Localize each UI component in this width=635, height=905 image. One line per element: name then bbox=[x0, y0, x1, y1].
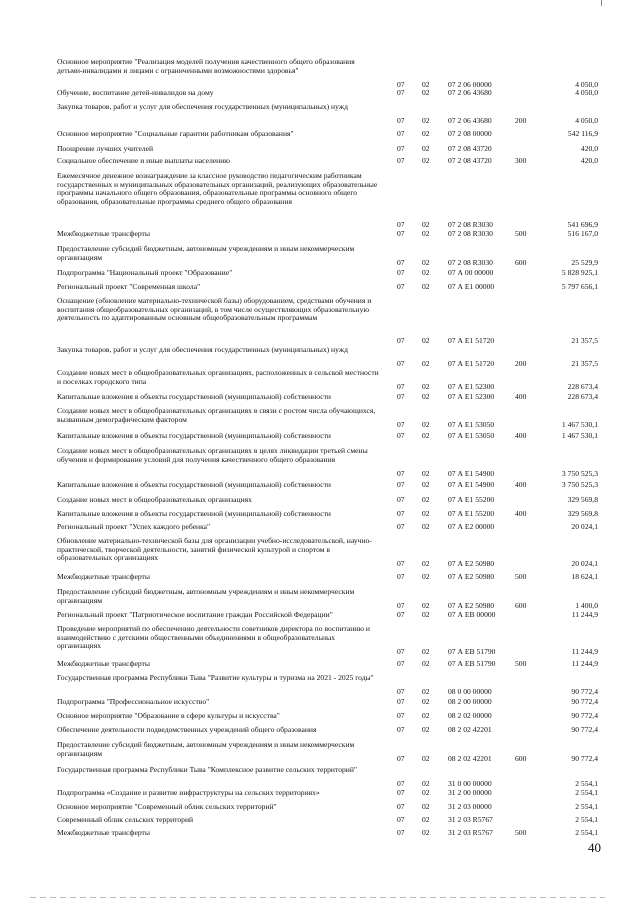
row-csr: 07 2 08 R3030 bbox=[448, 258, 493, 267]
row-sum: 20 024,1 bbox=[571, 559, 598, 568]
row-name: Подпрограмма "Национальный проект "Образование" bbox=[57, 268, 233, 277]
row-sum: 1 400,0 bbox=[575, 601, 598, 610]
row-name: Проведение мероприятий по обеспечению деятельности советников директора по воспитанию и взаимодействию с детскими общественными объединениями в общеобразовательных организациях bbox=[57, 624, 371, 651]
row-rz: 07 bbox=[397, 559, 405, 568]
row-vr: 500 bbox=[515, 572, 527, 581]
row-vr: 400 bbox=[515, 431, 527, 440]
row-prz: 02 bbox=[422, 697, 430, 706]
row-sum: 541 696,9 bbox=[567, 220, 598, 229]
row-sum: 420,0 bbox=[580, 156, 598, 165]
row-csr: 08 2 00 00000 bbox=[448, 697, 492, 706]
row-sum: 2 554,1 bbox=[575, 815, 598, 824]
row-prz: 02 bbox=[422, 647, 430, 656]
row-rz: 07 bbox=[397, 480, 405, 489]
row-rz: 07 bbox=[397, 382, 405, 391]
row-sum: 329 569,8 bbox=[567, 509, 598, 518]
row-name: Создание новых мест в общеобразовательных организациях, расположенных в сельской местности и поселках городского типа bbox=[57, 368, 379, 386]
row-prz: 02 bbox=[422, 392, 430, 401]
row-rz: 07 bbox=[397, 431, 405, 440]
row-prz: 02 bbox=[422, 382, 430, 391]
row-csr: 31 2 00 00000 bbox=[448, 788, 492, 797]
row-sum: 90 772,4 bbox=[571, 711, 598, 720]
row-rz: 07 bbox=[397, 336, 405, 345]
row-sum: 4 050,0 bbox=[575, 88, 598, 97]
row-rz: 07 bbox=[397, 802, 405, 811]
row-vr: 500 bbox=[515, 659, 527, 668]
row-csr: 07 А Е2 50980 bbox=[448, 559, 495, 568]
row-prz: 02 bbox=[422, 509, 430, 518]
row-name: Капитальные вложения в объекты государственной (муниципальной) собственности bbox=[57, 480, 331, 489]
row-prz: 02 bbox=[422, 522, 430, 531]
row-prz: 02 bbox=[422, 828, 430, 837]
row-prz: 02 bbox=[422, 725, 430, 734]
row-name: Основное мероприятие "Современный облик сельских территорий" bbox=[57, 802, 277, 811]
row-prz: 02 bbox=[422, 116, 430, 125]
row-csr: 31 2 03 R5767 bbox=[448, 828, 493, 837]
row-csr: 08 0 00 00000 bbox=[448, 687, 492, 696]
row-sum: 11 244,9 bbox=[571, 647, 598, 656]
row-sum: 11 244,9 bbox=[571, 610, 598, 619]
row-sum: 90 772,4 bbox=[571, 687, 598, 696]
row-vr: 200 bbox=[515, 359, 527, 368]
row-sum: 3 750 525,3 bbox=[561, 480, 598, 489]
row-rz: 07 bbox=[397, 156, 405, 165]
row-prz: 02 bbox=[422, 495, 430, 504]
row-rz: 07 bbox=[397, 420, 405, 429]
row-name: Подпрограмма «Создание и развитие инфраструктуры на сельских территориях» bbox=[57, 788, 320, 797]
row-vr: 200 bbox=[515, 116, 527, 125]
row-rz: 07 bbox=[397, 647, 405, 656]
row-name: Основное мероприятие "Социальные гарантии работникам образования" bbox=[57, 129, 294, 138]
row-name: Региональный проект "Успех каждого ребенка" bbox=[57, 522, 211, 531]
row-csr: 07 А Е1 00000 bbox=[448, 282, 495, 291]
row-sum: 2 554,1 bbox=[575, 779, 598, 788]
row-csr: 07 А Е1 55200 bbox=[448, 495, 495, 504]
row-rz: 07 bbox=[397, 725, 405, 734]
row-name: Предоставление субсидий бюджетным, автономным учреждениям и иным некоммерческим организациям bbox=[57, 587, 355, 605]
row-sum: 2 554,1 bbox=[575, 788, 598, 797]
row-rz: 07 bbox=[397, 220, 405, 229]
page-number: 40 bbox=[588, 840, 601, 855]
row-csr: 31 2 03 R5767 bbox=[448, 815, 493, 824]
row-csr: 07 А Е2 00000 bbox=[448, 522, 495, 531]
row-rz: 07 bbox=[397, 779, 405, 788]
row-prz: 02 bbox=[422, 359, 430, 368]
row-rz: 07 bbox=[397, 268, 405, 277]
row-prz: 02 bbox=[422, 469, 430, 478]
row-vr: 400 bbox=[515, 392, 527, 401]
row-prz: 02 bbox=[422, 431, 430, 440]
row-name: Оснащение (обновление материально-технической базы) оборудованием, средствами обучения и воспитания общеобразовательных организаций, в том числе осуществляющих образовательную деятельность по адаптированным основным общеобразовательным программам bbox=[57, 296, 372, 323]
row-rz: 07 bbox=[397, 687, 405, 696]
row-prz: 02 bbox=[422, 282, 430, 291]
row-name: Создание новых мест в общеобразовательных организациях в целях ликвидации третьей смены обучения и формирование условий для получения качественного общего образования bbox=[57, 446, 368, 464]
row-vr: 300 bbox=[515, 156, 527, 165]
row-rz: 07 bbox=[397, 815, 405, 824]
row-rz: 07 bbox=[397, 659, 405, 668]
row-prz: 02 bbox=[422, 610, 430, 619]
row-csr: 08 2 02 00000 bbox=[448, 711, 492, 720]
row-rz: 07 bbox=[397, 258, 405, 267]
row-vr: 600 bbox=[515, 754, 527, 763]
row-csr: 08 2 02 42201 bbox=[448, 725, 492, 734]
row-rz: 07 bbox=[397, 229, 405, 238]
row-prz: 02 bbox=[422, 156, 430, 165]
row-name: Закупка товаров, работ и услуг для обеспечения государственных (муниципальных) нужд bbox=[57, 345, 348, 354]
row-rz: 07 bbox=[397, 129, 405, 138]
row-sum: 329 569,8 bbox=[567, 495, 598, 504]
row-name: Обучение, воспитание детей-инвалидов на дому bbox=[57, 88, 214, 97]
row-rz: 07 bbox=[397, 495, 405, 504]
row-prz: 02 bbox=[422, 754, 430, 763]
row-csr: 07 2 08 R3030 bbox=[448, 229, 493, 238]
row-csr: 31 2 03 00000 bbox=[448, 802, 492, 811]
row-name: Капитальные вложения в объекты государственной (муниципальной) собственности bbox=[57, 509, 331, 518]
row-prz: 02 bbox=[422, 802, 430, 811]
row-sum: 20 024,1 bbox=[571, 522, 598, 531]
row-csr: 07 А Е1 54900 bbox=[448, 469, 495, 478]
row-name: Межбюджетные трансферты bbox=[57, 572, 150, 581]
row-name: Обеспечение деятельности подведомственных учреждений общего образования bbox=[57, 725, 317, 734]
row-name: Региональный проект "Современная школа" bbox=[57, 282, 201, 291]
row-prz: 02 bbox=[422, 129, 430, 138]
row-rz: 07 bbox=[397, 392, 405, 401]
row-csr: 07 2 06 43680 bbox=[448, 88, 492, 97]
row-csr: 07 А 00 00000 bbox=[448, 268, 494, 277]
row-name: Создание новых мест в общеобразовательных организациях в связи с ростом числа обучающихся, вызванным демографическим фактором bbox=[57, 406, 376, 424]
row-prz: 02 bbox=[422, 711, 430, 720]
row-prz: 02 bbox=[422, 779, 430, 788]
row-csr: 07 2 06 00000 bbox=[448, 80, 492, 89]
row-rz: 07 bbox=[397, 601, 405, 610]
row-prz: 02 bbox=[422, 601, 430, 610]
row-rz: 07 bbox=[397, 788, 405, 797]
row-csr: 07 2 08 43720 bbox=[448, 144, 492, 153]
row-rz: 07 bbox=[397, 144, 405, 153]
row-rz: 07 bbox=[397, 610, 405, 619]
row-name: Основное мероприятие "Реализация моделей получения качественного общего образования детьми-инвалидами и лицами с ограниченными возможностями здоровья" bbox=[57, 57, 355, 75]
row-sum: 90 772,4 bbox=[571, 697, 598, 706]
row-sum: 4 050,0 bbox=[575, 116, 598, 125]
row-sum: 1 467 530,1 bbox=[561, 431, 598, 440]
row-vr: 500 bbox=[515, 828, 527, 837]
row-name: Региональный проект "Патриотическое воспитание граждан Российской Федерации" bbox=[57, 610, 333, 619]
row-rz: 07 bbox=[397, 509, 405, 518]
row-sum: 5 797 656,1 bbox=[561, 282, 598, 291]
row-sum: 21 357,5 bbox=[571, 359, 598, 368]
row-name: Предоставление субсидий бюджетным, автономным учреждениям и иным некоммерческим организациям bbox=[57, 244, 355, 262]
row-prz: 02 bbox=[422, 815, 430, 824]
row-prz: 02 bbox=[422, 258, 430, 267]
row-vr: 400 bbox=[515, 509, 527, 518]
row-prz: 02 bbox=[422, 268, 430, 277]
row-name: Основное мероприятие "Образование в сфере культуры и искусства" bbox=[57, 711, 280, 720]
row-prz: 02 bbox=[422, 80, 430, 89]
row-name: Поощрение лучших учителей bbox=[57, 144, 154, 153]
row-sum: 90 772,4 bbox=[571, 754, 598, 763]
row-sum: 90 772,4 bbox=[571, 725, 598, 734]
row-sum: 25 529,9 bbox=[571, 258, 598, 267]
row-prz: 02 bbox=[422, 144, 430, 153]
row-sum: 3 750 525,3 bbox=[561, 469, 598, 478]
row-csr: 07 А Е2 50980 bbox=[448, 572, 495, 581]
row-csr: 07 2 08 R3030 bbox=[448, 220, 493, 229]
row-sum: 21 357,5 bbox=[571, 336, 598, 345]
row-csr: 07 А Е1 51720 bbox=[448, 359, 495, 368]
row-csr: 07 А Е1 53050 bbox=[448, 420, 495, 429]
row-csr: 07 А Е1 52300 bbox=[448, 382, 495, 391]
row-name: Современный облик сельских территорий bbox=[57, 815, 194, 824]
row-sum: 5 828 925,1 bbox=[561, 268, 598, 277]
row-vr: 600 bbox=[515, 601, 527, 610]
row-prz: 02 bbox=[422, 480, 430, 489]
row-name: Предоставление субсидий бюджетным, автономным учреждениям и иным некоммерческим организациям bbox=[57, 740, 355, 758]
row-prz: 02 bbox=[422, 88, 430, 97]
row-rz: 07 bbox=[397, 754, 405, 763]
scan-bottom-edge bbox=[30, 897, 605, 898]
row-name: Государственная программа Республики Тыва "Развитие культуры и туризма на 2021 - 2025 годы" bbox=[57, 673, 374, 682]
row-prz: 02 bbox=[422, 420, 430, 429]
row-sum: 2 554,1 bbox=[575, 802, 598, 811]
row-rz: 07 bbox=[397, 88, 405, 97]
row-sum: 228 673,4 bbox=[567, 392, 598, 401]
row-rz: 07 bbox=[397, 80, 405, 89]
row-sum: 11 244,9 bbox=[571, 659, 598, 668]
row-prz: 02 bbox=[422, 220, 430, 229]
row-rz: 07 bbox=[397, 828, 405, 837]
row-name: Закупка товаров, работ и услуг для обеспечения государственных (муниципальных) нужд bbox=[57, 102, 348, 111]
row-rz: 07 bbox=[397, 116, 405, 125]
row-prz: 02 bbox=[422, 687, 430, 696]
row-name: Капитальные вложения в объекты государственной (муниципальной) собственности bbox=[57, 392, 331, 401]
row-name: Обновление материально-технической базы для организации учебно-исследовательской, научно-практической, творческой деятельности, занятий физической культурой и спортом в образовательных организациях bbox=[57, 536, 372, 563]
row-csr: 07 А ЕВ 51790 bbox=[448, 647, 496, 656]
row-name: Создание новых мест в общеобразовательных организациях bbox=[57, 495, 252, 504]
row-sum: 542 116,9 bbox=[567, 129, 598, 138]
row-sum: 2 554,1 bbox=[575, 828, 598, 837]
row-prz: 02 bbox=[422, 559, 430, 568]
row-name: Подпрограмма "Профессиональное искусство" bbox=[57, 697, 210, 706]
row-name: Социальное обеспечение и иные выплаты населению bbox=[57, 156, 230, 165]
row-sum: 4 050,0 bbox=[575, 80, 598, 89]
row-name: Межбюджетные трансферты bbox=[57, 229, 150, 238]
row-csr: 07 2 06 43680 bbox=[448, 116, 492, 125]
row-prz: 02 bbox=[422, 229, 430, 238]
row-sum: 228 673,4 bbox=[567, 382, 598, 391]
row-sum: 516 167,0 bbox=[567, 229, 598, 238]
row-csr: 07 2 08 00000 bbox=[448, 129, 492, 138]
row-csr: 07 2 08 43720 bbox=[448, 156, 492, 165]
row-vr: 400 bbox=[515, 480, 527, 489]
row-name: Государственная программа Республики Тыва "Комплексное развитие сельских территорий" bbox=[57, 765, 358, 774]
row-vr: 500 bbox=[515, 229, 527, 238]
row-vr: 600 bbox=[515, 258, 527, 267]
row-rz: 07 bbox=[397, 572, 405, 581]
row-csr: 07 А Е1 54900 bbox=[448, 480, 495, 489]
row-csr: 07 А ЕВ 00000 bbox=[448, 610, 496, 619]
row-name: Межбюджетные трансферты bbox=[57, 659, 150, 668]
row-rz: 07 bbox=[397, 711, 405, 720]
row-sum: 1 467 530,1 bbox=[561, 420, 598, 429]
row-csr: 08 2 02 42201 bbox=[448, 754, 492, 763]
row-prz: 02 bbox=[422, 788, 430, 797]
row-name: Ежемесячное денежное вознаграждение за классное руководство педагогическим работникам государственных и муниципальных образовательных организаций, реализующих образовательные программы начального общего образования, образовательные программы основного общего образования, образовательные программы среднего общего образования bbox=[57, 171, 378, 206]
row-csr: 07 А Е1 51720 bbox=[448, 336, 495, 345]
row-sum: 420,0 bbox=[580, 144, 598, 153]
row-rz: 07 bbox=[397, 697, 405, 706]
row-rz: 07 bbox=[397, 522, 405, 531]
row-csr: 07 А Е1 52300 bbox=[448, 392, 495, 401]
row-name: Межбюджетные трансферты bbox=[57, 828, 150, 837]
row-sum: 18 624,1 bbox=[571, 572, 598, 581]
row-name: Капитальные вложения в объекты государственной (муниципальной) собственности bbox=[57, 431, 331, 440]
row-prz: 02 bbox=[422, 659, 430, 668]
row-csr: 07 А Е1 55200 bbox=[448, 509, 495, 518]
row-csr: 07 А Е2 50980 bbox=[448, 601, 495, 610]
row-rz: 07 bbox=[397, 359, 405, 368]
row-rz: 07 bbox=[397, 469, 405, 478]
row-prz: 02 bbox=[422, 572, 430, 581]
row-csr: 07 А ЕВ 51790 bbox=[448, 659, 496, 668]
row-prz: 02 bbox=[422, 336, 430, 345]
row-csr: 31 0 00 00000 bbox=[448, 779, 492, 788]
row-csr: 07 А Е1 53050 bbox=[448, 431, 495, 440]
row-rz: 07 bbox=[397, 282, 405, 291]
